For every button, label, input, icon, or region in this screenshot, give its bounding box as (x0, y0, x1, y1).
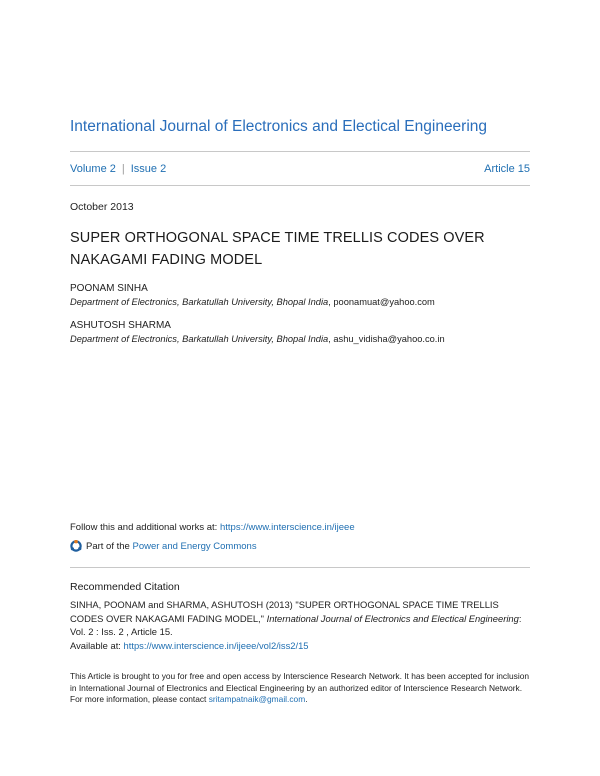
article-title (70, 227, 540, 271)
commons-link[interactable]: Power and Energy Commons (132, 540, 257, 552)
issue-link[interactable]: Issue 2 (130, 163, 167, 175)
citation-volume: : Vol. 2 : Iss. 2 , Article 15. (70, 612, 522, 637)
article-title-line-1: SUPER ORTHOGONAL SPACE TIME TRELLIS CODES OVER (70, 230, 485, 246)
divider-top (70, 151, 530, 152)
volume-link[interactable]: Volume 2 (70, 163, 116, 175)
available-label: Available at: (70, 639, 124, 651)
divider-bottom (70, 185, 530, 186)
affiliation-text: Department of Electronics, Barkatullah University, Bhopal India (70, 334, 329, 344)
author-affiliation-1 (70, 297, 435, 307)
citation-text (70, 598, 532, 652)
author-affiliation-2 (70, 334, 445, 344)
divider-citation (70, 567, 530, 568)
recommended-citation-heading: Recommended Citation (70, 581, 180, 593)
access-notice (70, 671, 532, 706)
citation-journal: International Journal of Electronics and Electical Engineering (266, 612, 519, 624)
follow-link[interactable]: https://www.interscience.in/ijeee (219, 522, 355, 533)
author-email: , poonamuat@yahoo.com (328, 297, 435, 307)
commons-network-icon (70, 540, 82, 552)
journal-title[interactable]: International Journal of Electronics and Electical Engineering (70, 118, 488, 135)
notice-text: This Article is brought to you for free and open access by Interscience Research Network. It has been accepted for inclusion in International Journal of Electronics and Electical Engineering by an authorized editor of Interscience Research Network. For more information, please contact (70, 671, 530, 704)
separator: | (121, 163, 125, 175)
follow-line (70, 522, 355, 533)
affiliation-text: Department of Electronics, Barkatullah University, Bhopal India (70, 297, 329, 307)
volume-issue-row (70, 163, 530, 175)
part-of-text: Part of the (86, 540, 130, 552)
citation-authors-title: SINHA, POONAM and SHARMA, ASHUTOSH (2013) "SUPER ORTHOGONAL SPACE TIME TRELLIS CODES OVER NAKAGAMI FADING MODEL," (70, 599, 499, 624)
author-name-1: POONAM SINHA (70, 283, 148, 294)
publication-date: October 2013 (70, 201, 134, 213)
notice-end: . (305, 694, 308, 704)
follow-text: Follow this and additional works at: (70, 522, 220, 533)
part-of-line (70, 540, 257, 552)
author-email: , ashu_vidisha@yahoo.co.in (328, 334, 445, 344)
article-link[interactable]: Article 15 (484, 163, 530, 175)
author-name-2: ASHUTOSH SHARMA (70, 320, 171, 331)
article-title-line-2: NAKAGAMI FADING MODEL (70, 252, 263, 268)
available-link[interactable]: https://www.interscience.in/ijeee/vol2/iss2/15 (123, 639, 309, 651)
contact-email-link[interactable]: sritampatnaik@gmail.com (208, 694, 306, 704)
